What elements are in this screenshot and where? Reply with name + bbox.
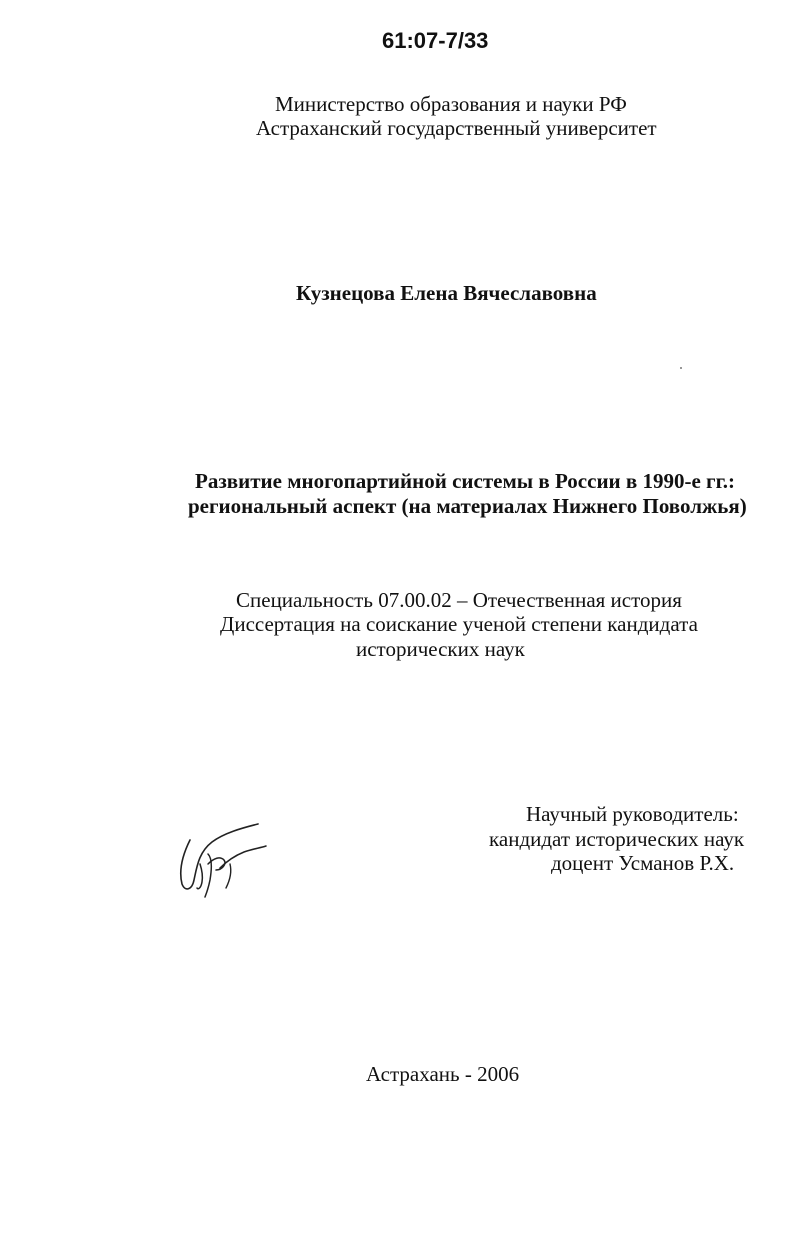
scan-speck — [680, 367, 682, 369]
supervisor-label: Научный руководитель: — [526, 802, 739, 826]
catalog-number: 61:07-7/33 — [382, 28, 489, 53]
supervisor-degree: кандидат исторических наук — [489, 827, 745, 851]
supervisor-name: доцент Усманов Р.Х. — [551, 851, 735, 875]
author-name: Кузнецова Елена Вячеславовна — [296, 281, 597, 305]
thesis-title-line-1: Развитие многопартийной системы в России в 1990-е гг.: — [195, 469, 735, 493]
specialty-line: Специальность 07.00.02 – Отечественная история — [236, 588, 682, 612]
handwritten-signature — [172, 818, 268, 898]
thesis-title-line-2: региональный аспект (на материалах Нижнего Поволжья) — [188, 494, 747, 518]
degree-field-line: исторических наук — [356, 637, 525, 661]
university-name: Астраханский государственный университет — [256, 116, 657, 140]
city-year: Астрахань - 2006 — [366, 1062, 520, 1086]
ministry-name: Министерство образования и науки РФ — [275, 92, 627, 116]
degree-line: Диссертация на соискание ученой степени кандидата — [220, 612, 698, 636]
